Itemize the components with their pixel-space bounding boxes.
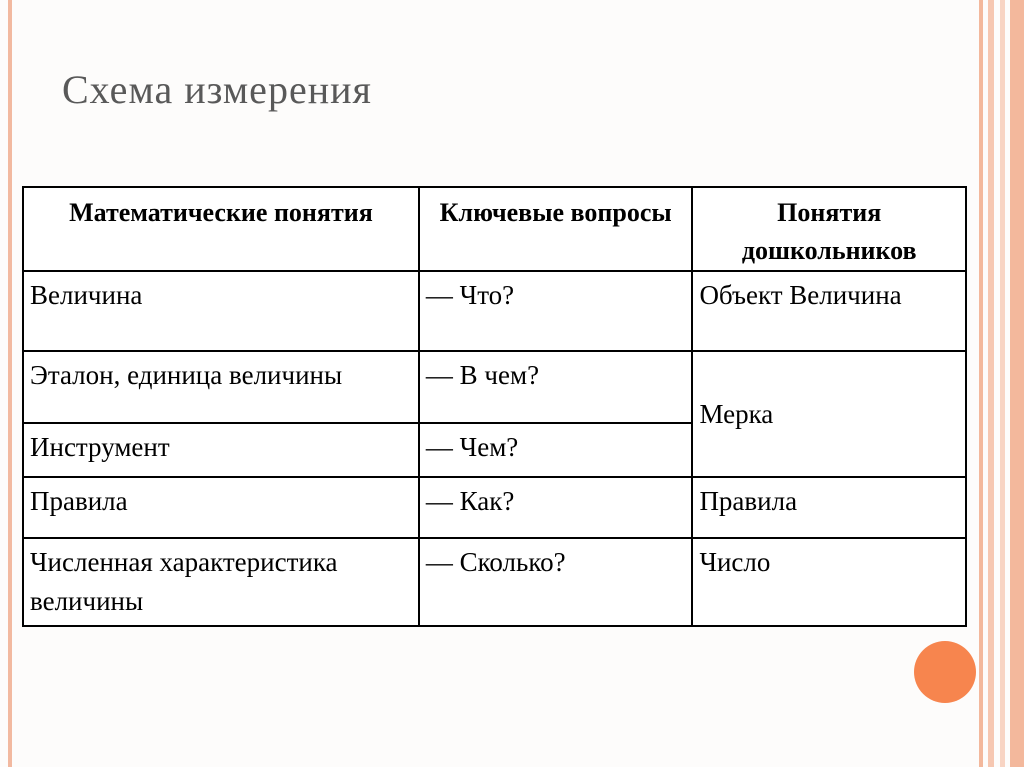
slide-title: Схема измерения (62, 67, 372, 112)
right-border-stripe (988, 0, 994, 767)
measurement-scheme-table (22, 186, 967, 627)
table-row (23, 538, 966, 626)
cell-question: — Как? (419, 477, 693, 538)
right-border-stripe (1000, 0, 1005, 767)
cell-question: — Сколько? (419, 538, 693, 626)
cell-question: — Чем? (419, 423, 693, 477)
header-preschool-concepts: Понятия дошкольников (692, 187, 966, 271)
header-key-questions: Ключевые вопросы (419, 187, 693, 271)
decorative-orange-circle (914, 641, 976, 703)
table-row (23, 477, 966, 538)
cell-concept: Эталон, единица величины (23, 351, 419, 423)
table-header-row (23, 187, 966, 271)
header-math-concepts: Математические понятия (23, 187, 419, 271)
table-row (23, 351, 966, 423)
right-border-stripe (1010, 0, 1024, 767)
left-border-stripe (8, 0, 12, 767)
cell-question: — Что? (419, 271, 693, 351)
cell-preschool: Мерка (692, 351, 966, 477)
cell-concept: Инструмент (23, 423, 419, 477)
cell-preschool: Число (692, 538, 966, 626)
cell-preschool: Объект Величина (692, 271, 966, 351)
cell-question: — В чем? (419, 351, 693, 423)
table-row (23, 271, 966, 351)
cell-concept: Правила (23, 477, 419, 538)
cell-concept: Численная характеристика величины (23, 538, 419, 626)
cell-concept: Величина (23, 271, 419, 351)
cell-preschool: Правила (692, 477, 966, 538)
right-border-stripe (979, 0, 983, 767)
